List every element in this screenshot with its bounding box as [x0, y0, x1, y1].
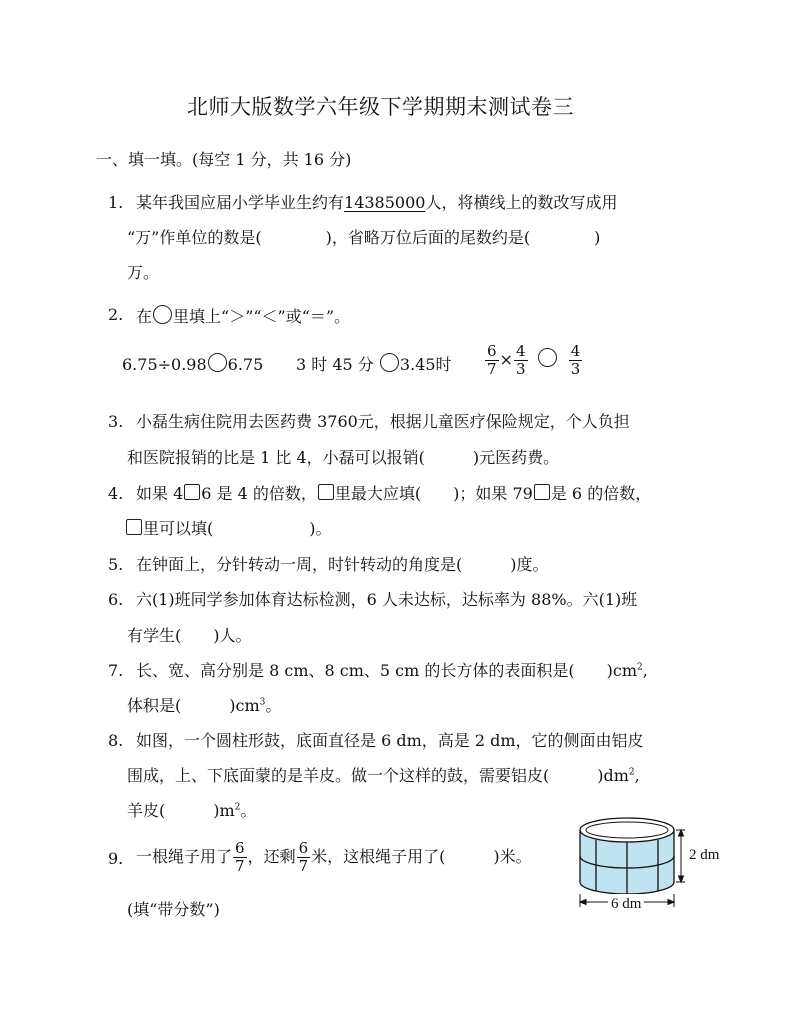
superscript: 2	[234, 802, 241, 813]
question-2-pre: 在	[136, 307, 153, 326]
question-8-number: 8.	[108, 731, 124, 750]
compare-circle-icon[interactable]	[538, 348, 557, 367]
question-5-text: 在钟面上，分针转动一周，时针转动的角度是( )度。	[136, 555, 549, 574]
question-9-note: (填“带分数”)	[127, 900, 220, 919]
section-heading: 一、填一填。(每空 1 分，共 16 分)	[96, 150, 352, 169]
superscript: 2	[628, 767, 635, 778]
expression-2-left: 3 时 45 分	[296, 355, 374, 374]
superscript: 3	[259, 697, 266, 708]
square-blank-icon	[126, 519, 142, 535]
expression-2-right: 3.45时	[399, 355, 452, 374]
question-4-line-2	[125, 519, 332, 539]
circle-blank-icon	[153, 305, 172, 324]
expression-1-right: 6.75	[227, 355, 264, 374]
drum-body	[580, 818, 674, 894]
fraction: $\frac{4}{3}$	[515, 342, 526, 378]
compare-circle-icon[interactable]	[208, 353, 227, 372]
question-1-text-b: 人，将横线上的数改写成用	[425, 193, 618, 212]
drum-height-label: 2 dm	[689, 847, 720, 863]
fraction: $\frac{6}{7}$	[235, 839, 245, 875]
height-dimension-line	[676, 830, 685, 882]
compare-circle-icon[interactable]	[380, 353, 399, 372]
question-1-line-3: 万。	[127, 263, 160, 282]
question-4-line-1	[136, 484, 651, 504]
compare-expression-3	[484, 340, 583, 384]
question-1-text-a: 某年我国应届小学毕业生约有	[136, 193, 345, 212]
question-7-text-2: 体积是( )cm	[127, 696, 260, 715]
question-7-text-1: 长、宽、高分别是 8 cm、8 cm、5 cm 的长方体的表面积是( )cm	[136, 661, 637, 680]
question-3-number: 3.	[108, 412, 124, 431]
question-2-instruction	[136, 305, 350, 327]
question-9-text-a: 一根绳子用了	[136, 847, 233, 866]
question-9-text-c: 米，这根绳子用了( )米。	[311, 847, 532, 866]
question-1-line-1	[136, 193, 617, 213]
question-7-line-2: 体积是( )$cm^3$。	[127, 696, 282, 715]
question-7-number: 7.	[108, 661, 124, 680]
question-7-line-1: 长、宽、高分别是 8 cm、8 cm、5 cm 的长方体的表面积是( )$cm^2$,	[136, 661, 648, 680]
fraction: $\frac{4}{3}$	[570, 342, 581, 378]
square-blank-icon[interactable]	[184, 484, 200, 500]
question-3-line-2: 和医院报销的比是 1 比 4，小磊可以报销( )元医药费。	[127, 448, 560, 467]
times-sign: ×	[499, 350, 513, 369]
question-6-line-2: 有学生( )人。	[127, 626, 252, 645]
square-blank-icon[interactable]	[534, 484, 550, 500]
question-1-line-2: “万”作单位的数是( )，省略万位后面的尾数约是( )	[127, 228, 601, 247]
question-5-number: 5.	[108, 555, 124, 574]
question-4-text-a: 如果 4	[136, 484, 184, 503]
question-6-number: 6.	[108, 590, 124, 609]
question-3-line-1: 小磊生病住院用去医药费 3760元，根据儿童医疗保险规定，个人负担	[136, 412, 630, 431]
drum-diameter-label: 6 dm	[608, 894, 644, 914]
superscript: 2	[637, 662, 643, 673]
question-4-text-e: 里可以填( )。	[143, 519, 332, 538]
compare-expression-1	[122, 353, 263, 375]
question-4-text-c: 里最大应填( )；如果 79	[334, 484, 533, 503]
question-1-underlined-number: 14385000	[344, 193, 426, 212]
question-9-text-b: ，还剩	[247, 847, 296, 866]
expression-1-left: 6.75÷0.98	[122, 355, 207, 374]
fraction: $\frac{6}{7}$	[298, 839, 309, 875]
question-8-line-2: 围成，上、下底面蒙的是羊皮。做一个这样的鼓，需要铝皮( )$dm^2$,	[127, 766, 640, 785]
question-9-line-1	[136, 833, 532, 883]
compare-expression-2	[296, 353, 452, 375]
question-8-line-1: 如图，一个圆柱形鼓，底面直径是 6 dm，高是 2 dm，它的侧面由铝皮	[136, 731, 644, 750]
page-title: 北师大版数学六年级下学期期末测试卷三	[187, 95, 574, 119]
question-1-number: 1.	[108, 193, 124, 212]
question-6-line-1: 六(1)班同学参加体育达标检测，6 人未达标，达标率为 88%。六(1)班	[136, 590, 638, 609]
question-8-text-2: 围成，上、下底面蒙的是羊皮。做一个这样的鼓，需要铝皮( )dm	[127, 766, 629, 785]
question-9-number: 9.	[108, 849, 124, 868]
question-8-line-3: 羊皮( )$m^2$。	[127, 801, 257, 820]
question-8-text-3: 羊皮( )m	[127, 801, 235, 820]
question-2-post: 里填上“＞”“＜”或“＝”。	[173, 307, 351, 326]
question-4-text-b: 6 是 4 的倍数，	[201, 484, 317, 503]
fraction: $\frac{6}{7}$	[487, 342, 497, 378]
question-4-number: 4.	[108, 484, 124, 503]
square-blank-icon	[318, 484, 334, 500]
question-4-text-d: 是 6 的倍数，	[550, 484, 652, 503]
question-2-number: 2.	[108, 305, 124, 324]
